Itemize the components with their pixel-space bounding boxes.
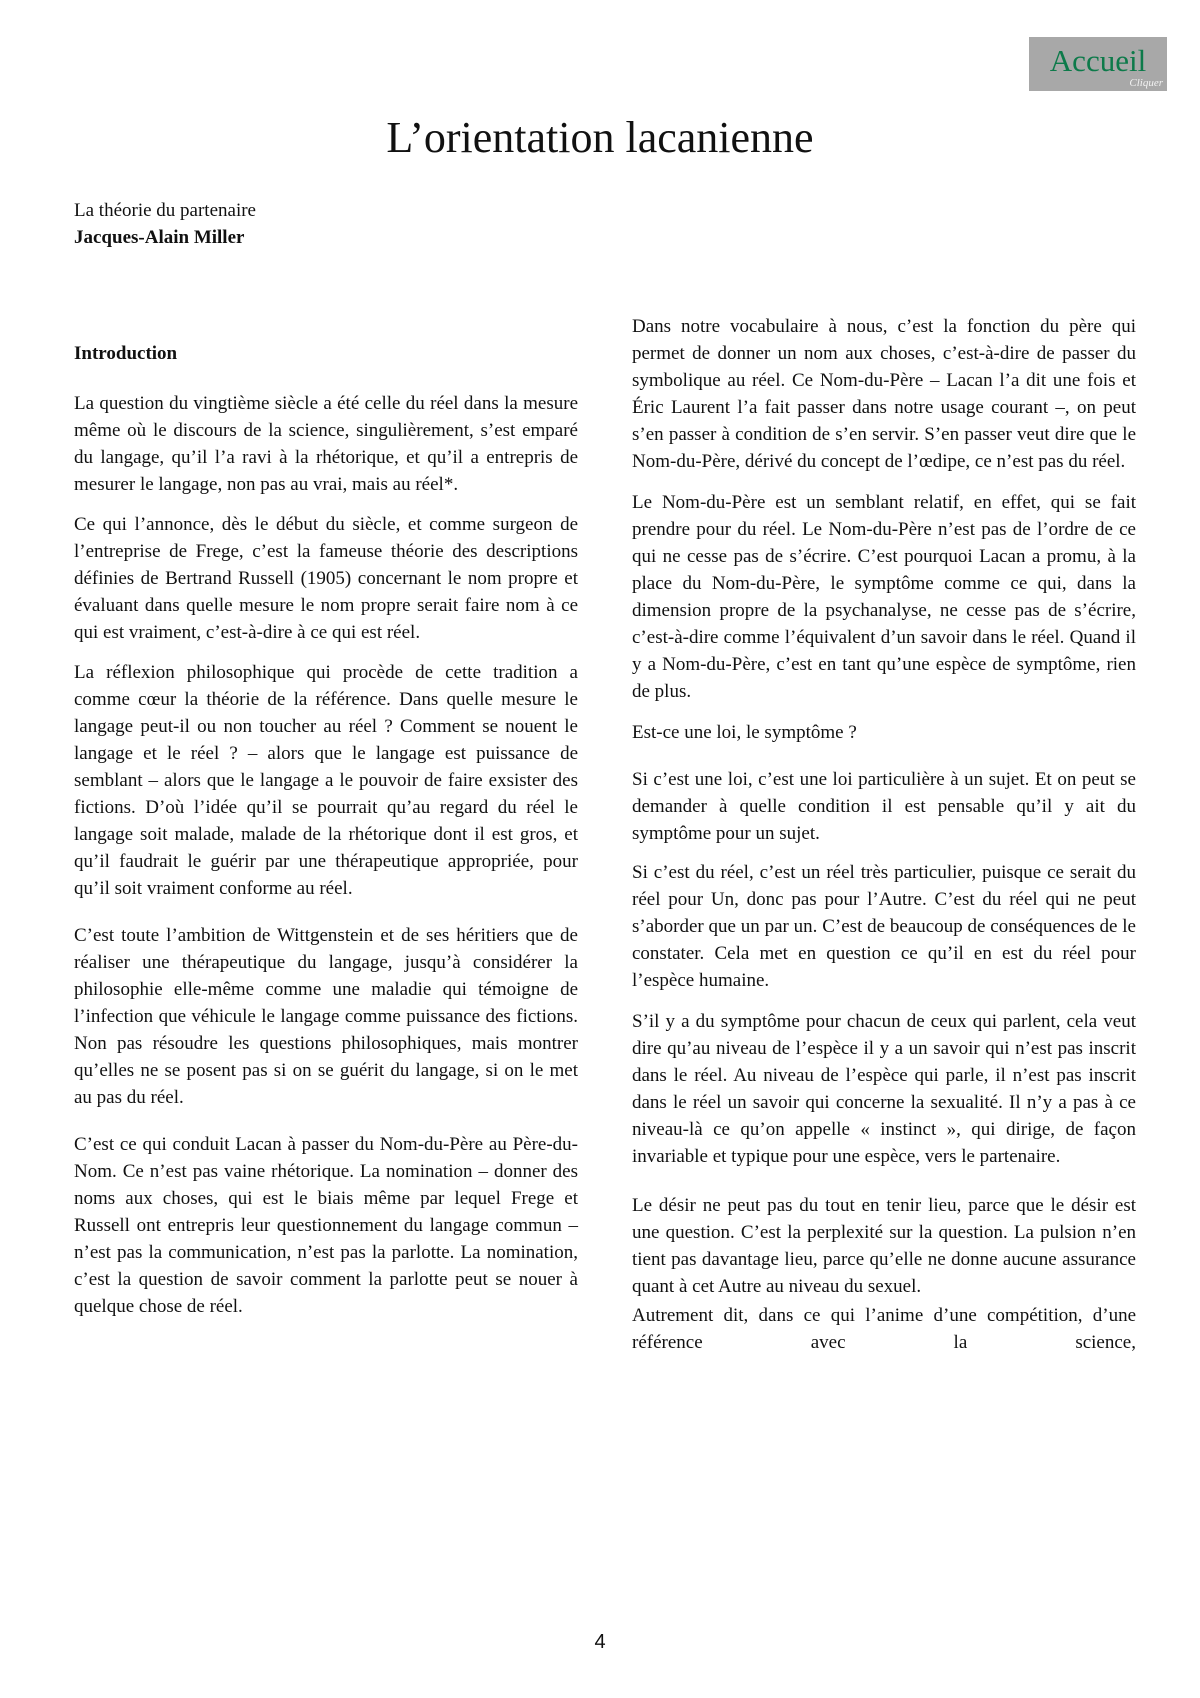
paragraph: La question du vingtième siècle a été celle du réel dans la mesure même où le discours de la science, singulièrement, s’est emparé du langage, qu’il l’a ravi à la rhétorique, et qu’il a entrepris de mesurer le langage, non pas au vrai, mais au réel*. — [74, 393, 578, 495]
page-title: L’orientation lacanienne — [386, 113, 814, 162]
paragraph: Ce qui l’annonce, dès le début du siècle, et comme surgeon de l’entreprise de Frege, c’est la fameuse théorie des descriptions définies de Bertrand Russell (1905) concernant le nom propre et évaluant dans quelle mesure le nom propre serait faire nom à ce qui est vraiment, c’est-à-dire à ce qui est réel. — [74, 514, 578, 643]
paragraph: La réflexion philosophique qui procède de cette tradition a comme cœur la théorie de la référence. Dans quelle mesure le langage peut-il ou non toucher au réel ? Comment se nouent le langage et le réel ? – alors que le langage est puissance de semblant – alors que le langage a le pouvoir de faire exsister des fictions. D’où l’idée qu’il se pourrait qu’au regard du réel le langage soit malade, malade de la rhétorique dont il est gros, et qu’il faudrait le guérir par une thérapeutique appropriée, pour qu’il soit vraiment conforme au réel. — [74, 662, 578, 899]
paragraph: C’est ce qui conduit Lacan à passer du Nom-du-Père au Père-du-Nom. Ce n’est pas vaine rhétorique. La nomination – donner des noms aux choses, qui est le biais même par lequel Frege et Russell ont entrepris leur questionnement du langage commun – n’est pas la communication, n’est pas la parlotte. La nomination, c’est la question de savoir comment la parlotte peut se nouer à quelque chose de réel. — [74, 1134, 578, 1317]
paragraph: Dans notre vocabulaire à nous, c’est la fonction du père qui permet de donner un nom aux choses, c’est-à-dire de passer du symbolique au réel. Ce Nom-du-Père – Lacan l’a dit une fois et Éric Laurent l’a fait passer dans notre usage courant –, on peut s’en passer à condition de s’en servir. S’en passer veut dire que le Nom-du-Père, dérivé du concept de l’œdipe, ce n’est pas du réel. — [632, 316, 1136, 472]
paragraph: Si c’est du réel, c’est un réel très particulier, puisque ce serait du réel pour Un, donc pas pour l’Autre. C’est du réel qui ne peut s’aborder que un par un. C’est de beaucoup de conséquences de le constater. Cela met en question ce qu’il en est du réel pour l’espèce humaine. — [632, 862, 1136, 991]
accueil-sub-label: Cliquer — [1129, 77, 1163, 89]
section-heading: Introduction — [74, 343, 178, 364]
paragraph: Le Nom-du-Père est un semblant relatif, en effet, qui se fait prendre pour du réel. Le Nom-du-Père n’est pas de l’ordre de ce qui ne cesse pas de s’écrire. C’est pourquoi Lacan a promu, à la place du Nom-du-Père, le symptôme comme ce qui, dans la dimension propre de la psychanalyse, ne cesse pas de s’écrire, c’est-à-dire comme l’équivalent d’un savoir dans le réel. Quand il y a Nom-du-Père, c’est en tant qu’une espèce de symptôme, rien de plus. — [632, 492, 1136, 702]
right-column — [632, 313, 1136, 1370]
paragraph: C’est toute l’ambition de Wittgenstein et de ses héritiers que de réaliser une thérapeutique du langage, jusqu’à considérer la philosophie elle-même comme une maladie qui témoigne de l’infection que véhicule le langage comme puissance des fictions. Non pas résoudre les questions philosophiques, mais montrer qu’elles ne se posent pas si on se guérit du langage, si on le met au pas du réel. — [74, 925, 578, 1108]
author: Jacques-Alain Miller — [74, 227, 245, 248]
paragraph: Le désir ne peut pas du tout en tenir lieu, parce que le désir est une question. C’est la perplexité sur la question. La pulsion n’en tient pas davantage lieu, parce qu’elle ne donne aucune assurance quant à cet Autre au niveau du sexuel. — [632, 1195, 1136, 1297]
subtitle: La théorie du partenaire — [74, 200, 256, 221]
paragraph: S’il y a du symptôme pour chacun de ceux qui parlent, cela veut dire qu’au niveau de l’espèce il y a un savoir qui n’est pas inscrit dans le réel. Au niveau de l’espèce qui parle, il n’est pas inscrit dans le réel un savoir qui concerne la sexualité. Il n’y a pas à ce niveau-là ce qu’on appelle « instinct », qui dirige, de façon invariable et typique pour une espèce, vers le partenaire. — [632, 1011, 1136, 1167]
accueil-label: Accueil — [1049, 43, 1147, 78]
paragraph: Autrement dit, dans ce qui l’anime d’une compétition, d’une référence avec la science, — [632, 1305, 1136, 1353]
paragraph: Est-ce une loi, le symptôme ? — [632, 722, 857, 743]
page-number: 4 — [594, 1631, 606, 1653]
left-column — [74, 340, 578, 1331]
paragraph: Si c’est une loi, c’est une loi particulière à un sujet. Et on peut se demander à quelle condition il est pensable qu’il y ait du symptôme pour un sujet. — [632, 769, 1136, 844]
accueil-button[interactable] — [1029, 37, 1167, 91]
